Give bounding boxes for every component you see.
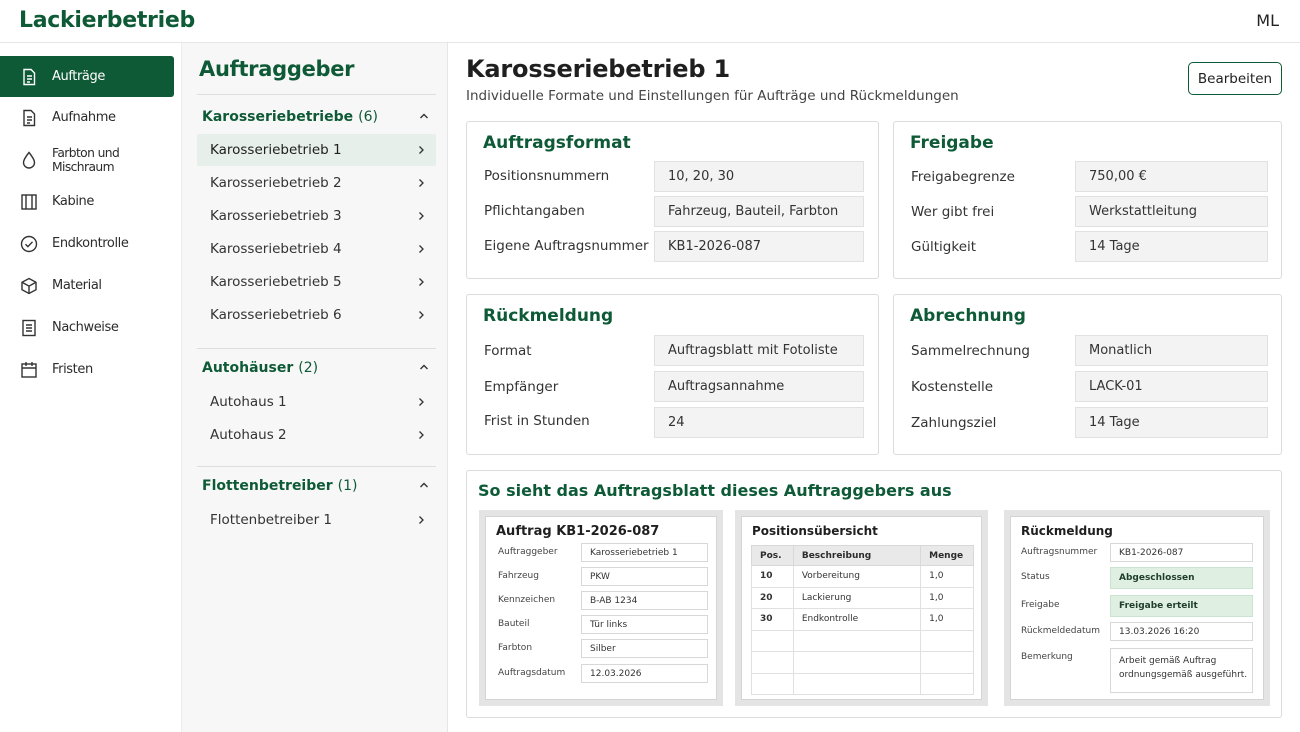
top-bar (0, 0, 1300, 43)
chevron-up-icon (418, 361, 430, 373)
qty-cell: 1,0 (921, 609, 974, 631)
group-header-karosseriebetriebe[interactable] (202, 105, 436, 129)
client-name: Karosseriebetrieb 4 (210, 241, 342, 257)
card-title: Rückmeldung (483, 306, 614, 326)
chevron-right-icon (416, 211, 426, 221)
sheet-value: 12.03.2026 (581, 664, 708, 683)
pane-title: Auftraggeber (199, 57, 355, 81)
field-label: Pflichtangaben (484, 203, 585, 219)
divider (197, 348, 436, 349)
check-circle-icon (20, 235, 38, 253)
chevron-right-icon (416, 178, 426, 188)
sidebar-item-label: Farbton und Mischraum (52, 145, 120, 174)
sheet-label: Auftragsnummer (1021, 547, 1098, 557)
user-initials[interactable]: ML (1256, 11, 1279, 30)
sheet-page (741, 516, 982, 700)
sidebar-item-farbton[interactable] (0, 139, 174, 180)
page-subtitle: Individuelle Formate und Einstellungen für Aufträge und Rückmeldungen (466, 88, 959, 104)
client-item[interactable] (197, 167, 436, 199)
desc-cell: Endkontrolle (793, 609, 920, 631)
sheet-label: Bauteil (498, 619, 530, 629)
sheet-label: Farbton (498, 643, 533, 653)
field-label: Frist in Stunden (484, 413, 590, 429)
sidebar-item-material[interactable] (0, 265, 174, 306)
field-label: Empfänger (484, 379, 559, 395)
field-label: Freigabegrenze (911, 169, 1015, 185)
card-rueckmeldung (466, 294, 879, 455)
client-name: Karosseriebetrieb 2 (210, 175, 342, 191)
positions-table (751, 545, 974, 695)
field-value: Werkstattleitung (1075, 196, 1268, 227)
list-icon (20, 319, 38, 337)
client-item[interactable] (197, 504, 436, 536)
field-value: 14 Tage (1075, 407, 1268, 438)
sheet-value: Tür links (581, 615, 708, 634)
sidebar-item-aufnahme[interactable] (0, 97, 174, 138)
sheet-page (1010, 516, 1264, 700)
sheet-label: Auftragsdatum (498, 668, 566, 678)
group-name: Autohäuser (202, 360, 294, 376)
card-abrechnung (893, 294, 1282, 455)
page-title: Karosseriebetrieb 1 (466, 55, 731, 83)
preview-sheet-order (479, 510, 723, 706)
sidebar-item-kabine[interactable] (0, 181, 174, 222)
card-auftragsformat (466, 121, 879, 279)
table-row (752, 587, 974, 609)
group-header-autohaeuser[interactable] (202, 356, 436, 380)
client-name: Karosseriebetrieb 5 (210, 274, 342, 290)
sheet-value: Silber (581, 639, 708, 658)
sidebar-item-label: Aufträge (52, 69, 105, 84)
client-item[interactable] (197, 386, 436, 418)
sidebar-item-endkontrolle[interactable] (0, 223, 174, 264)
sheet-label: Auftraggeber (498, 547, 558, 557)
pos-cell: 20 (752, 587, 794, 609)
chevron-up-icon (418, 479, 430, 491)
sheet-title: Positionsübersicht (752, 524, 878, 538)
table-row (752, 673, 974, 695)
chevron-right-icon (416, 515, 426, 525)
client-list-pane (182, 43, 448, 732)
qty-cell (921, 673, 974, 695)
chevron-right-icon (416, 145, 426, 155)
pos-cell: 30 (752, 609, 794, 631)
client-detail (449, 43, 1300, 732)
divider (197, 94, 436, 95)
chevron-right-icon (416, 310, 426, 320)
client-name: Autohaus 2 (210, 427, 287, 443)
card-title: Auftragsformat (483, 133, 631, 153)
card-freigabe (893, 121, 1282, 279)
preview-title: So sieht das Auftragsblatt dieses Auftraggebers aus (478, 481, 952, 500)
sheet-label: Status (1021, 572, 1050, 582)
field-label: Gültigkeit (911, 239, 977, 255)
qty-cell (921, 630, 974, 652)
pos-cell (752, 673, 794, 695)
desc-cell (793, 652, 920, 674)
drop-icon (20, 151, 38, 169)
field-label: Format (484, 343, 532, 359)
sidebar-item-auftraege[interactable] (0, 56, 174, 97)
sheet-label: Fahrzeug (498, 571, 539, 581)
field-value: 24 (654, 407, 864, 438)
column-header: Menge (921, 546, 974, 566)
desc-cell (793, 630, 920, 652)
box-icon (20, 277, 38, 295)
field-label: Positionsnummern (484, 168, 610, 184)
sidebar-item-label: Material (52, 278, 102, 293)
qty-cell: 1,0 (921, 566, 974, 588)
divider (197, 466, 436, 467)
table-row (752, 630, 974, 652)
field-label: Eigene Auftragsnummer (484, 238, 649, 254)
field-value: 14 Tage (1075, 231, 1268, 262)
field-label: Wer gibt frei (911, 204, 995, 220)
sidebar-item-label: Kabine (52, 194, 94, 209)
field-value: Auftragsannahme (654, 371, 864, 402)
field-value: Fahrzeug, Bauteil, Farbton (654, 196, 864, 227)
booth-icon (20, 193, 38, 211)
group-count: (2) (298, 360, 319, 376)
sheet-value: Karosseriebetrieb 1 (581, 543, 708, 562)
client-item[interactable] (197, 299, 436, 331)
client-name: Karosseriebetrieb 1 (210, 142, 342, 158)
client-item[interactable] (197, 266, 436, 298)
sidebar-item-nachweise[interactable] (0, 307, 174, 348)
chevron-right-icon (416, 430, 426, 440)
sidebar-item-label: Aufnahme (52, 110, 116, 125)
qty-cell: 1,0 (921, 587, 974, 609)
table-row (752, 609, 974, 631)
field-label: Kostenstelle (911, 379, 994, 395)
table-row (752, 566, 974, 588)
sidebar-item-label: Fristen (52, 362, 93, 377)
sidebar-item-fristen[interactable] (0, 349, 174, 390)
sheet-page (485, 516, 717, 700)
approval-badge: Freigabe erteilt (1110, 595, 1253, 617)
sidebar-item-label: Nachweise (52, 320, 119, 335)
field-value: Monatlich (1075, 335, 1268, 366)
chevron-right-icon (416, 277, 426, 287)
group-header-flottenbetreiber[interactable] (202, 474, 436, 498)
order-sheet-preview (466, 470, 1282, 718)
sheet-value: 13.03.2026 16:20 (1110, 622, 1253, 641)
field-value: LACK-01 (1075, 371, 1268, 402)
desc-cell: Lackierung (793, 587, 920, 609)
client-name: Karosseriebetrieb 6 (210, 307, 342, 323)
field-label: Zahlungsziel (911, 415, 997, 431)
sheet-label: Rückmeldedatum (1021, 626, 1100, 636)
calendar-icon (20, 361, 38, 379)
client-name: Flottenbetreiber 1 (210, 512, 333, 528)
preview-sheet-feedback (1004, 510, 1270, 706)
pos-cell: 10 (752, 566, 794, 588)
group-name: Karosseriebetriebe (202, 109, 354, 125)
chevron-right-icon (416, 244, 426, 254)
preview-sheet-positions (735, 510, 988, 706)
document-icon (20, 68, 38, 86)
desc-cell: Vorbereitung (793, 566, 920, 588)
field-label: Sammelrechnung (911, 343, 1030, 359)
status-badge: Abgeschlossen (1110, 567, 1253, 589)
client-item[interactable] (197, 200, 436, 232)
sheet-value: B-AB 1234 (581, 591, 708, 610)
card-title: Abrechnung (910, 306, 1026, 326)
sheet-value: KB1-2026-087 (1110, 543, 1253, 562)
sheet-label: Bemerkung (1021, 652, 1073, 662)
client-name: Autohaus 1 (210, 394, 287, 410)
chevron-up-icon (418, 110, 430, 122)
client-item[interactable] (197, 134, 436, 166)
field-value: 750,00 € (1075, 161, 1268, 192)
client-item[interactable] (197, 419, 436, 451)
sheet-title: Rückmeldung (1021, 524, 1113, 538)
table-header-row (752, 546, 974, 566)
remark-value: Arbeit gemäß Auftrag ordnungsgemäß ausgeführt. (1110, 648, 1253, 693)
chevron-right-icon (416, 397, 426, 407)
pos-cell (752, 652, 794, 674)
table-row (752, 652, 974, 674)
column-header: Pos. (752, 546, 794, 566)
sheet-value: PKW (581, 567, 708, 586)
sidebar-item-label: Endkontrolle (52, 236, 129, 251)
group-count: (1) (337, 478, 358, 494)
document-icon (20, 109, 38, 127)
client-name: Karosseriebetrieb 3 (210, 208, 342, 224)
sheet-title: Auftrag KB1-2026-087 (496, 524, 660, 539)
card-title: Freigabe (910, 133, 994, 153)
edit-button[interactable]: Bearbeiten (1188, 62, 1282, 95)
column-header: Beschreibung (793, 546, 920, 566)
app-brand[interactable]: Lackierbetrieb (19, 8, 195, 33)
sheet-label: Freigabe (1021, 600, 1060, 610)
pos-cell (752, 630, 794, 652)
qty-cell (921, 652, 974, 674)
desc-cell (793, 673, 920, 695)
group-count: (6) (358, 109, 378, 125)
sheet-label: Kennzeichen (498, 595, 556, 605)
field-value: Auftragsblatt mit Fotoliste (654, 335, 864, 366)
group-name: Flottenbetreiber (202, 478, 333, 494)
field-value: 10, 20, 30 (654, 161, 864, 192)
sidebar (0, 43, 182, 732)
field-value: KB1-2026-087 (654, 231, 864, 262)
client-item[interactable] (197, 233, 436, 265)
